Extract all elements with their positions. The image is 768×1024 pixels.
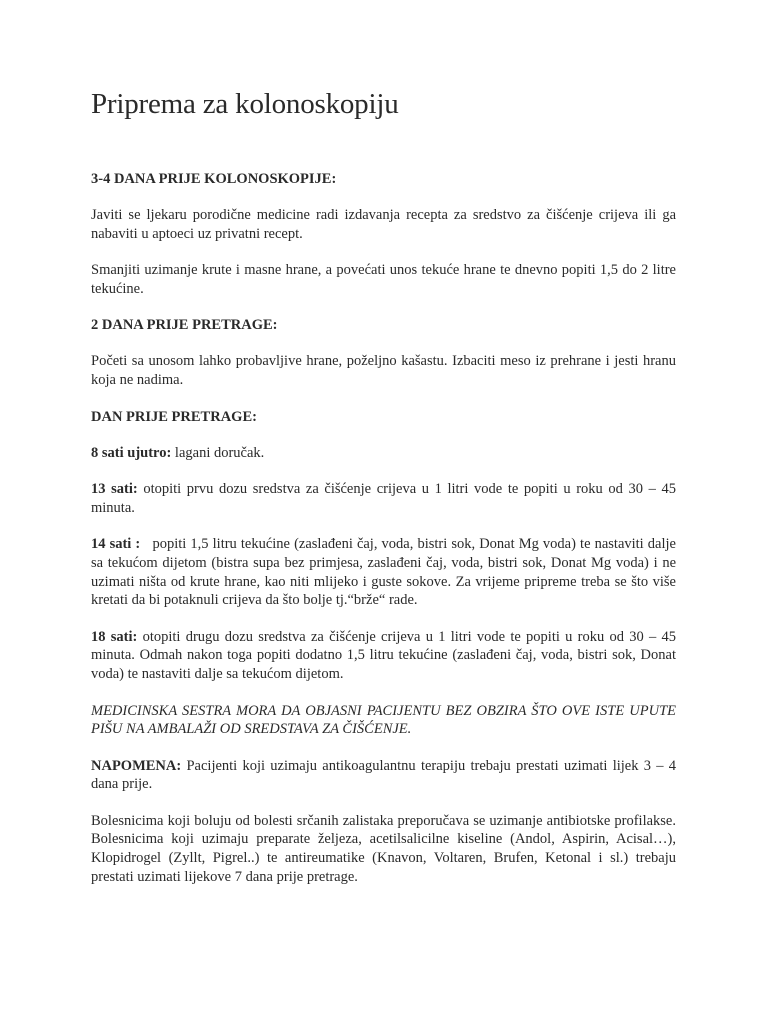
paragraph-18h bbox=[91, 628, 676, 684]
heading-3-4-days: 3-4 DANA PRIJE KOLONOSKOPIJE: bbox=[91, 171, 337, 187]
paragraph-napomena bbox=[91, 757, 676, 794]
time-text-18h: otopiti drugu dozu sredstva za čišćenje crijeva u 1 litri vode te popiti u roku od 30 – 45 minuta. Odmah nakon toga popiti dodatno 1,5 litru tekućine (zaslađeni čaj, voda, bistri sok, Donat voda) te nastaviti dalje sa tekućom dijetom. bbox=[91, 628, 676, 682]
heading-day-before: DAN PRIJE PRETRAGE: bbox=[91, 408, 257, 425]
time-text-14h: popiti 1,5 litru tekućine (zaslađeni čaj, voda, bistri sok, Donat Mg voda) te nastaviti dalje sa tekućom dijetom (bistra supa bez primjesa, zaslađeni čaj, voda, bistri sok, Donat Mg voda) i ne uzimati ništa od krute hrane, kao niti mlijeko i guste sokove. Za vrijeme pripreme treba se što više kretati da bi potaknuli crijeva da što bolje tj.“brže“ rade. bbox=[91, 536, 680, 609]
document-page bbox=[91, 84, 680, 904]
paragraph-diet-reduce: Smanjiti uzimanje krute i masne hrane, a povećati unos tekuće hrane te dnevno popiti 1,5 do 2 litre tekućine. bbox=[91, 262, 676, 297]
time-label-18h: 18 sati: bbox=[91, 628, 138, 645]
paragraph-13h bbox=[91, 480, 676, 517]
paragraph-light-food: Početi sa unosom lahko probavljive hrane, poželjno kašastu. Izbaciti meso iz prehrane i jesti hranu koja ne nadima. bbox=[91, 353, 676, 388]
paragraph-prescription: Javiti se ljekaru porodične medicine radi izdavanja recepta za sredstvo za čišćenje crijeva ili ga nabaviti u aptoeci uz privatni recept. bbox=[91, 207, 676, 242]
paragraph-medications: Bolesnicima koji boluju od bolesti srčanih zalistaka preporučava se uzimanje antibiotske profilakse. Bolesnicima koji uzimaju preparate željeza, acetilsalicilne kiseline (Andol, Aspirin, Acisal…), Klopidrogel (Zyllt, Pigrel..) te antireumatike (Knavon, Voltaren, Brufen, Ketonal i sl.) trebaju prestati uzimati lijekove 7 dana prije pretrage. bbox=[91, 812, 676, 885]
nurse-notice: MEDICINSKA SESTRA MORA DA OBJASNI PACIJENTU BEZ OBZIRA ŠTO OVE ISTE UPUTE PIŠU NA AMBALAŽI OD SREDSTAVA ZA ČIŠĆENJE. bbox=[91, 702, 676, 738]
time-label-8h: 8 sati ujutro: bbox=[91, 444, 172, 461]
time-text-8h: lagani doručak. bbox=[171, 444, 265, 461]
paragraph-8h bbox=[91, 444, 676, 463]
napomena-text: Pacijenti koji uzimaju antikoagulantnu terapiju trebaju prestati uzimati lijek 3 – 4 dana prije. bbox=[91, 757, 676, 793]
paragraph-14h bbox=[91, 535, 680, 609]
heading-2-days: 2 DANA PRIJE PRETRAGE: bbox=[91, 317, 278, 334]
document-title: Priprema za kolonoskopiju bbox=[91, 88, 399, 120]
time-text-13h: otopiti prvu dozu sredstva za čišćenje crijeva u 1 litri vode te popiti u roku od 30 – 45 minuta. bbox=[91, 481, 676, 516]
napomena-label: NAPOMENA: bbox=[91, 757, 182, 774]
time-label-14h: 14 sati : bbox=[91, 536, 141, 553]
time-label-13h: 13 sati: bbox=[91, 481, 138, 498]
